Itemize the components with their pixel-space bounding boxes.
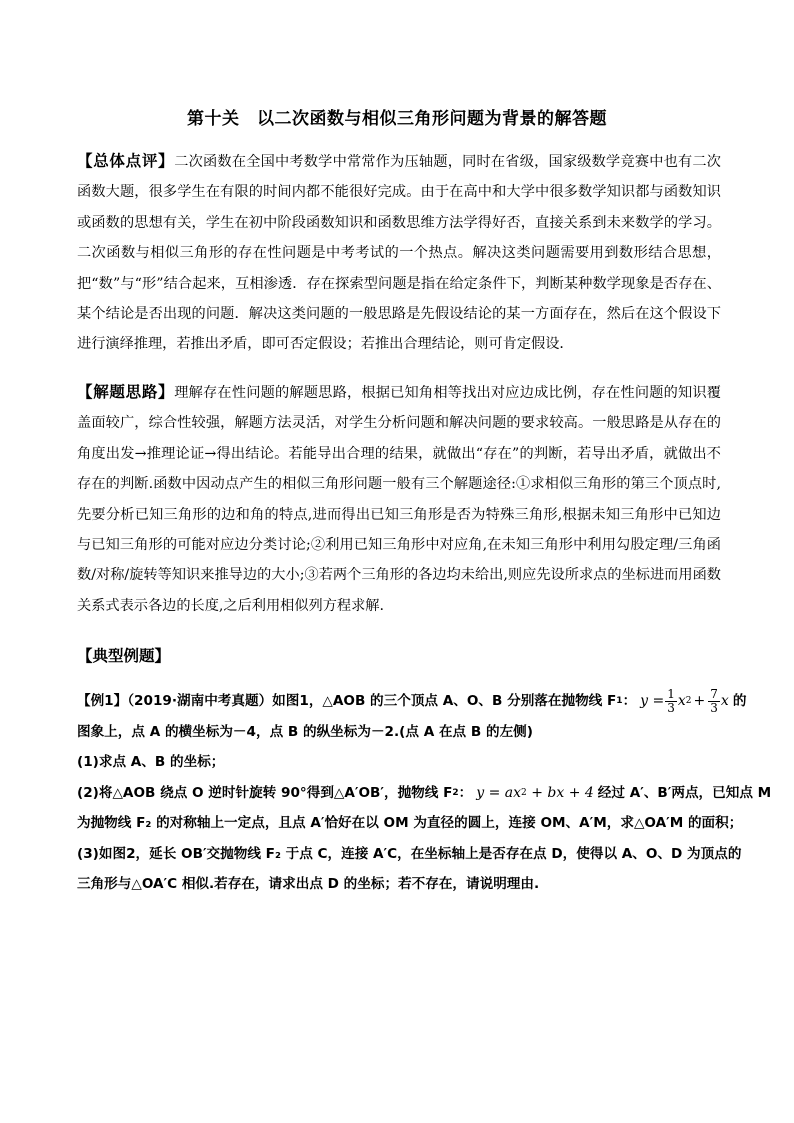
example-line-3: (1)求点 A、B 的坐标；	[77, 754, 225, 770]
formula-part: y = ax	[476, 784, 522, 801]
formula-parabola-f1	[640, 686, 729, 717]
example-line-2: 图象上，点 A 的横坐标为－4，点 B 的纵坐标为－2.(点 A 在点 B 的左侧)	[77, 723, 533, 740]
formula-variable: x	[677, 693, 686, 709]
example-line-1	[77, 686, 747, 717]
example-text: 的	[732, 693, 747, 709]
formula-exponent: 2	[521, 787, 527, 798]
formula-operator: +	[693, 693, 706, 709]
fraction	[665, 688, 677, 715]
fraction-numerator: 1	[667, 686, 675, 701]
subscript: 2	[452, 787, 459, 798]
fraction-denominator: 3	[667, 700, 675, 715]
example-text: ：	[622, 693, 637, 709]
overview-text: 二次函数在全国中考数学中常常作为压轴题，同时在省级，国家级数学竞赛中也有二次函数大题，很多学生在有限的时间内都不能很好完成。由于在高中和大学中很多数学知识都与函数知识或函数的思想有关，学生在初中阶段函数知识和函数思维方法学得好否，直接关系到未来数学的学习。二次函数与相似三角形的存在性问题是中考考试的一个热点。解决这类问题需要用到数形结合思想，把“数”与“形”结合起来，互相渗透．存在探索型问题是指在给定条件下，判断某种数学现象是否存在、某个结论是否出现的问题．解决这类问题的一般思路是先假设结论的某一方面存在，然后在这个假设下进行演绎推理，若推出矛盾，即可否定假设；若推出合理结论，则可肯定假设．	[77, 154, 721, 353]
example-text: 【例1】（2019·湖南中考真题）如图1，△AOB 的三个顶点 A、O、B 分别落在抛物线 F	[77, 693, 617, 709]
formula-part: + bx + 4	[526, 784, 594, 801]
formula-parabola-f2	[476, 778, 594, 809]
examples-heading: 【典型例题】	[77, 647, 171, 665]
formula-variable: x	[720, 693, 729, 709]
overview-paragraph	[77, 146, 721, 360]
fraction	[708, 688, 720, 715]
fraction-numerator: 7	[710, 686, 718, 701]
subscript: 1	[616, 696, 623, 706]
example-text: ：	[458, 784, 473, 801]
example-line-6: (3)如图2，延长 OB′交抛物线 F₂ 于点 C，连接 A′C，在坐标轴上是否存在点 D，使得以 A、O、D 为顶点的	[77, 845, 742, 862]
example-1	[77, 686, 772, 900]
overview-heading: 【总体点评】	[77, 152, 175, 170]
fraction-denominator: 3	[710, 700, 718, 715]
example-line-5: 为抛物线 F₂ 的对称轴上一定点，且点 A′恰好在以 OM 为直径的圆上，连接 OM、A′M，求△OA′M 的面积；	[77, 815, 743, 831]
example-text: (2)将△AOB 绕点 O 逆时针旋转 90°得到△A′OB′，抛物线 F	[77, 784, 453, 801]
page-title: 第十关 以二次函数与相似三角形问题为背景的解答题	[187, 109, 607, 129]
approach-heading: 【解题思路】	[77, 383, 175, 401]
example-line-7: 三角形与△OA′C 相似.若存在，请求出点 D 的坐标；若不存在，请说明理由.	[77, 876, 540, 892]
approach-text: 理解存在性问题的解题思路，根据已知角相等找出对应边成比例，存在性问题的知识覆盖面较广，综合性较强，解题方法灵活，对学生分析问题和解决问题的要求较高。一般思路是从存在的角度出发→推理论证→得出结论。若能导出合理的结果，就做出“存在”的判断，若导出矛盾，就做出不存在的判断.函数中因动点产生的相似三角形问题一般有三个解题途径:①求相似三角形的第三个顶点时,先要分析已知三角形的边和角的特点,进而得出已知三角形是否为特殊三角形,根据未知三角形中已知边与已知三角形的可能对应边分类讨论;②利用已知三角形中对应角,在未知三角形中利用勾股定理/三角函数/对称/旋转等知识来推导边的大小;③若两个三角形的各边均未给出,则应先设所求点的坐标进而用函数关系式表示各边的长度,之后利用相似列方程求解.	[77, 385, 721, 614]
approach-paragraph	[77, 377, 721, 621]
formula-lhs: y =	[640, 693, 665, 709]
example-text: 经过 A′、B′两点，已知点 M	[597, 784, 772, 801]
example-line-4	[77, 778, 772, 809]
formula-exponent: 2	[685, 696, 692, 706]
